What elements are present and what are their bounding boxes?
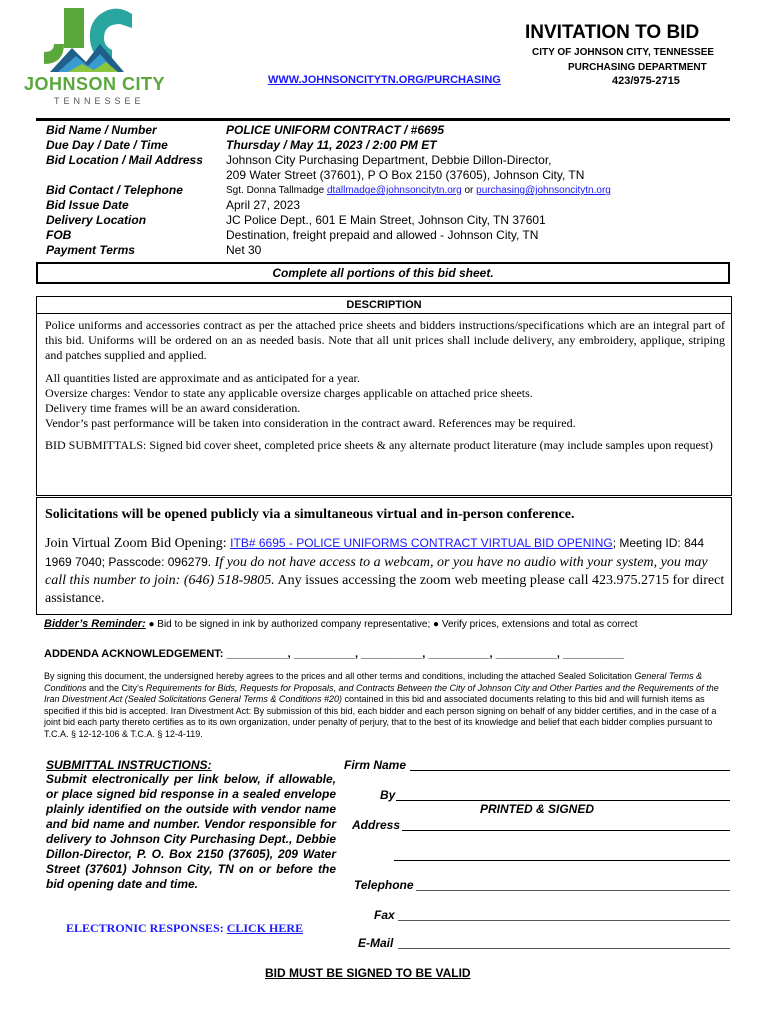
address-field-2[interactable] [394,860,730,861]
zoom-issues: Any issues accessing the zoom web meeting please call 423.975.2715 for direct assistance. [45,573,725,606]
description-lines [37,363,731,431]
info-values [226,123,611,258]
complete-note: Complete all portions of this bid sheet. [272,266,494,280]
solicitation-heading: Solicitations will be opened publicly via a simultaneous virtual and in-person conference. [45,507,575,522]
location-value-1: Johnson City Purchasing Department, Debbie Dillon-Director, [226,153,552,167]
org-name: JOHNSON CITY [24,74,166,94]
address-field[interactable] [402,830,730,831]
label-delivery: Delivery Location [46,213,147,227]
legal-part3: contained in this bid and associated documents relating to this bid and will furnish items as specified if this bid is accepted. Iran Divestment Act: By submission of this bid, each bidder and each person signing on behalf of any bidder certifies, and in the case of a joint bid each party thereto certifies as to its own organization, under penalty of perjury, that to the best of its knowledge and belief that each bidder complies pursuant to T.C.A. § 12-12-106 & T.C.A. § 12-4-119. [44,694,717,739]
label-bid-name: Bid Name / Number [46,123,157,137]
submittal-text: Submit electronically per link below, if allowable, or place signed bid response in a sealed envelope plainly identified on the outside with vendor name and bid name and number. Vendor responsible for delivery to Johnson City Purchasing Dept., Debbie Dillon-Director, P. O. Box 2150 (37605), 209 Water Street (37601) Johnson City, TN on or before the bid opening date and time. [46,772,336,891]
due-value: Thursday / May 11, 2023 / 2:00 PM ET [226,138,437,152]
bid-name-value: POLICE UNIFORM CONTRACT / #6695 [226,123,445,137]
by-label: By [380,788,396,802]
city-line: CITY OF JOHNSON CITY, TENNESSEE [532,47,715,58]
signature-field[interactable] [396,800,730,801]
solicitation-box [36,497,732,615]
zoom-prefix: Join Virtual Zoom Bid Opening: [45,536,231,551]
description-line: Delivery time frames will be an award consideration. [45,401,301,415]
fob-value: Destination, freight prepaid and allowed - Johnson City, TN [226,228,539,242]
legal-part2: and the City’s [86,682,146,693]
firm-name-field[interactable] [410,770,730,771]
logo [20,4,166,106]
description-line: Oversize charges: Vendor to state any applicable oversize charges applicable on attached price sheets. [45,386,533,400]
legal-text [44,671,730,740]
addenda-acknowledgement: ADDENDA ACKNOWLEDGEMENT: __________, __________, __________, __________, __________, __________ [44,648,625,660]
label-payment: Payment Terms [46,243,135,257]
info-labels [46,123,203,258]
header-divider [36,118,730,121]
submittal-heading: SUBMITTAL INSTRUCTIONS: [46,758,212,772]
electronic-label: ELECTRONIC RESPONSES: [66,921,227,935]
purchasing-url-link[interactable]: WWW.JOHNSONCITYTN.ORG/PURCHASING [268,74,501,86]
email-label: E-Mail [358,936,394,950]
electronic-responses [66,921,303,936]
department-phone: 423/975-2715 [612,75,680,87]
signature-notice: BID MUST BE SIGNED TO BE VALID [265,966,471,980]
zoom-no-access: If you do not have access to a webcam, or you have no audio with your system, you may call this number to join: (646) 518-9805. [45,555,708,588]
zoom-bid-opening-link[interactable]: ITB# 6695 - POLICE UNIFORMS CONTRACT VIRTUAL BID OPENING [230,536,613,550]
click-here-link[interactable]: CLICK HERE [226,921,304,935]
firm-name-label: Firm Name [344,758,407,772]
label-fob: FOB [46,228,72,242]
legal-part1: By signing this document, the undersigned hereby agrees to the prices and all other terms and conditions, including the attached Sealed Solicitation [44,671,635,681]
contact-value [226,183,611,198]
purchasing-email-link[interactable]: purchasing@johnsoncitytn.org [476,185,611,196]
description-para: Police uniforms and accessories contract as per the attached price sheets and bidders instructions/specifications which are an integral part of this bid. Uniforms will be ordered on an as needed basis. Note that all unit prices shall include delivery, any embroidery, applique, striping and patches supplied and applied. [45,318,725,362]
description-line: All quantities listed are approximate and as anticipated for a year. [45,371,360,385]
page-title: INVITATION TO BID [525,22,700,43]
printed-signed-label: PRINTED & SIGNED [480,802,595,816]
label-contact: Bid Contact / Telephone [46,183,183,197]
fax-label: Fax [374,908,395,922]
department: PURCHASING DEPARTMENT [568,62,707,73]
issue-date-value: April 27, 2023 [226,198,301,212]
description-line: Vendor’s past performance will be taken into consideration in the contract award. References may be required. [45,416,576,430]
address-label: Address [352,818,401,832]
legal-requirements: Requirements for Bids, Requests for Proposals, and Contracts Between the City of Johnson City and Other Parties and the Requirements of the Iran Divestment Act (Sealed Solicitations General Terms & Conditions #20) [44,682,719,704]
bidder-reminder [44,618,637,630]
contact-name: Sgt. Donna Tallmadge [226,185,325,196]
payment-value: Net 30 [226,243,262,257]
label-issue-date: Bid Issue Date [46,198,129,212]
logo-mark-icon [20,4,150,76]
bid-submittals: BID SUBMITTALS: Signed bid cover sheet, completed price sheets & any alternate product literature (may include samples upon request) [45,438,713,452]
contact-or: or [464,185,474,196]
location-value-2: 209 Water Street (37601), P O Box 2150 (37605), Johnson City, TN [226,168,585,182]
fax-field[interactable] [398,920,730,921]
email-field[interactable] [398,948,730,949]
reminder-label: Bidder’s Reminder: [44,618,146,630]
description-box [36,296,732,496]
label-location: Bid Location / Mail Address [46,153,203,167]
telephone-label: Telephone [354,878,414,892]
delivery-value: JC Police Dept., 601 E Main Street, Johnson City, TN 37601 [226,213,546,227]
description-heading: DESCRIPTION [37,297,731,314]
zoom-meeting-id: ; Meeting ID: 844 1969 7040; Passcode: 096279. [45,536,705,569]
zoom-info [45,534,725,608]
org-state: TENNESSEE [54,96,145,106]
reminder-text: ● Bid to be signed in ink by authorized company representative; ● Verify prices, extensions and total as correct [145,619,638,630]
label-due: Due Day / Date / Time [46,138,168,152]
telephone-field[interactable] [416,890,730,891]
complete-note-box [36,262,730,284]
contact-email-link[interactable]: dtallmadge@johnsoncitytn.org [327,185,462,196]
legal-terms: General Terms & Conditions [44,671,703,693]
